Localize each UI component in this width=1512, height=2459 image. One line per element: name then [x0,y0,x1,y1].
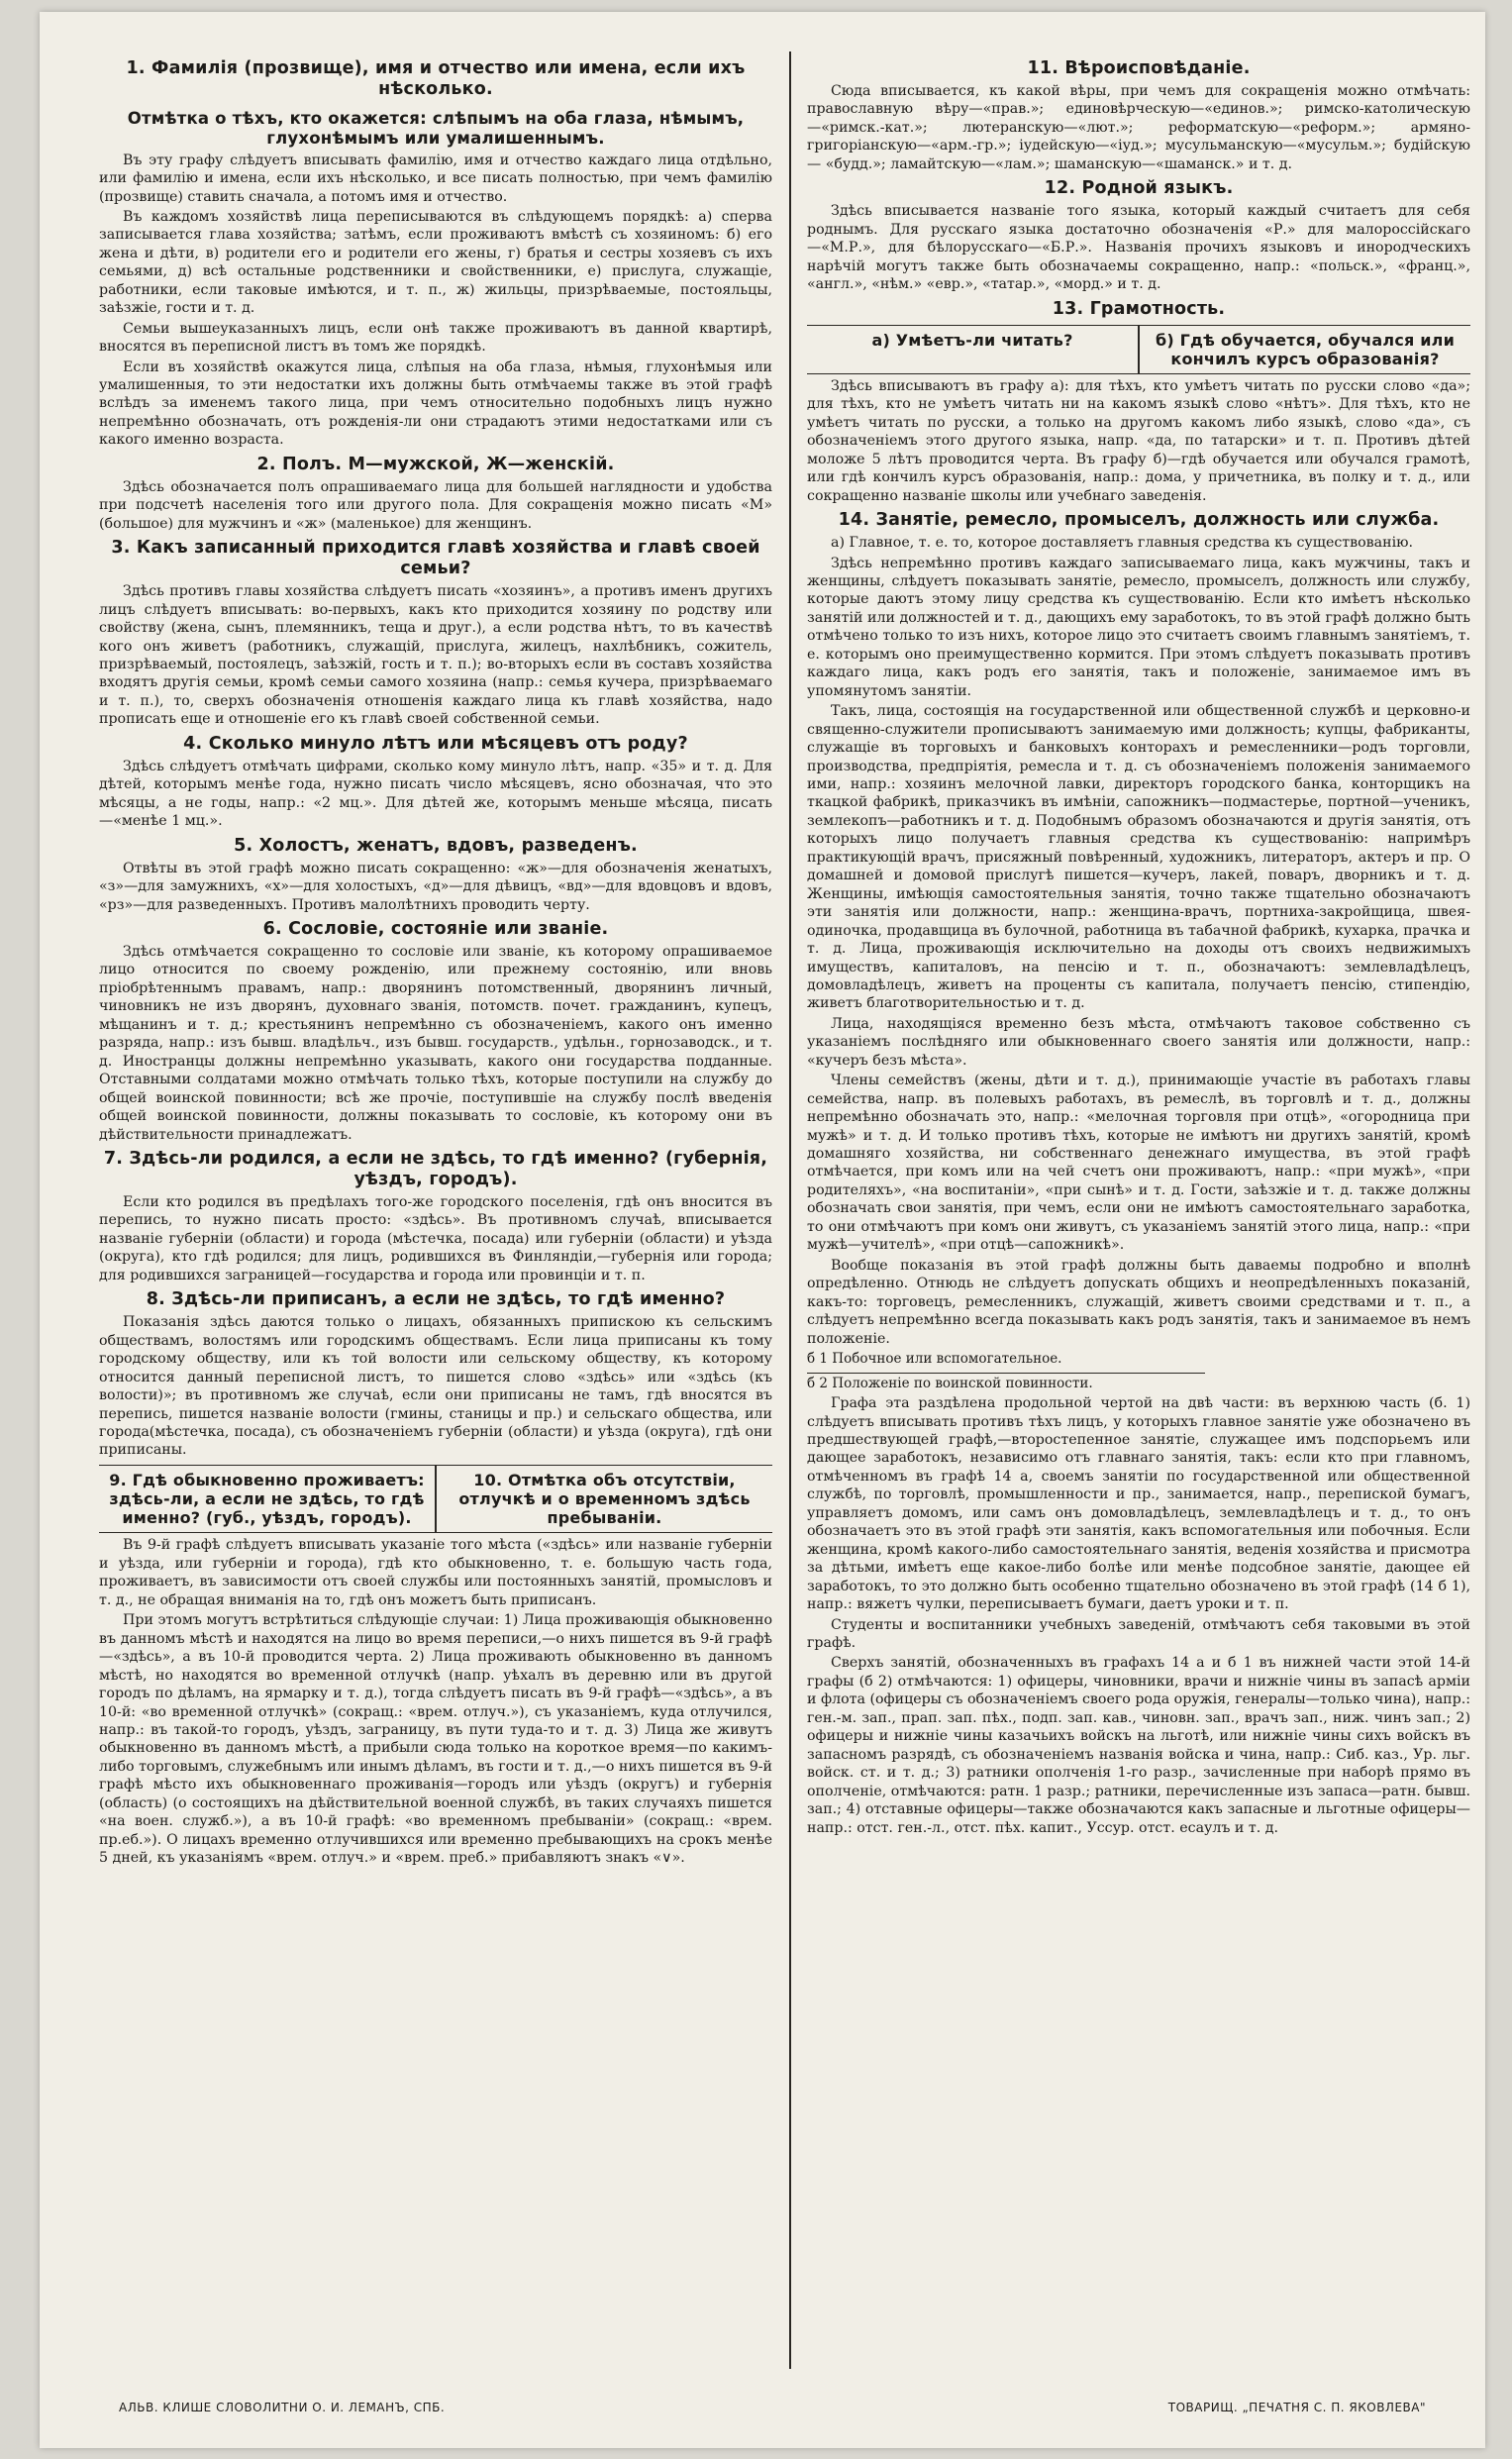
section-9-paragraph-1: Въ 9-й графѣ слѣдуетъ вписывать указаніе того мѣста («здѣсь» или названіе губерніи и уѣзда, или губерніи и города), гдѣ кто обыкновенно, т. е. большую часть года, проживаетъ, въ зависимости отъ своей службы или постоянныхъ занятій, промысловъ и т. д., не обращая вниманія на то, гдѣ онъ можетъ быть приписанъ. [99,1537,772,1608]
section-2-paragraph: Здѣсь обозначается полъ опрашиваемаго лица для большей наглядности и удобства при подсчетѣ населенія того или другого пола. Для сокращенія можно писать «М» (большое) для мужчинъ и «ж» (маленькое) для женщинъ. [99,478,772,532]
section-13-subheaders [807,325,1470,374]
section-1-paragraph-3: Семьи вышеуказанныхъ лицъ, если онѣ также проживаютъ въ данной квартирѣ, вносятся въ переписной листъ въ томъ же порядкѣ. [99,320,772,356]
section-10-cell [435,1466,772,1533]
section-8-title: 8. Здѣсь-ли приписанъ, а если не здѣсь, то гдѣ именно? [146,1289,726,1310]
section-13a-title: а) Умѣетъ-ли читать? [871,330,1073,350]
section-13-title: 13. Грамотность. [1052,298,1226,319]
column-divider [789,51,791,2369]
section-9-title: 9. Гдѣ обыкновенно проживаетъ: здѣсь-ли, а если не здѣсь, то гдѣ именно? (губ., уѣздъ, городъ). [109,1470,425,1528]
right-column [807,53,1470,2369]
section-8-paragraph: Показанія здѣсь даются только о лицахъ, обязанныхъ припискою къ сельскимъ обществамъ, волостямъ или городскимъ обществамъ. Если лица приписаны къ тому городскому обществу, или къ той волости или сельскому обществу, къ которому относится данный переписной листъ, то пишется слово «здѣсь» или «здѣсь (къ волости)»; въ противномъ же случаѣ, если они приписаны не тамъ, гдѣ вносятся въ перепись, пишется названіе волости (гмины, станицы и пр.) и сельскаго общества, или города(мѣстечка, посада), съ обозначеніемъ губерніи (области) и уѣзда (округа), гдѣ они приписаны. [99,1314,772,1459]
section-14-paragraph-5: Вообще показанія въ этой графѣ должны быть даваемы подробно и вполнѣ опредѣленно. Отнюдь не слѣдуетъ допускать общихъ и неопредѣленныхъ показаній, какъ-то: торговецъ, ремесленникъ, служащій, живетъ своими средствами и т. п., а слѣдуетъ непремѣнно всегда показывать какъ родъ занятія, такъ и занимаемое въ немъ положеніе. [807,1257,1470,1347]
section-13a-cell [807,326,1138,373]
section-14-paragraph-2: Такъ, лица, состоящія на государственной или общественной службѣ и церковно-и священно-служители прописываютъ занимаемую ими должность; купцы, фабриканты, служащіе въ торговыхъ и банковыхъ конторахъ и ремесленники—родъ торговли, производства, предпріятія, ремесла и т. д. съ обозначеніемъ положенія занимаемого ими, напр.: хозяинъ мелочной лавки, директоръ городского банка, конторщикъ на ткацкой фабрикѣ, приказчикъ въ имѣніи, сапожникъ—подмастерье, портной—ученикъ, землекопъ—работникъ и т. д. Подобнымъ образомъ обозначаются и другія занятія, отъ которыхъ лицо получаетъ главныя средства къ существованію: напримѣръ практикующій врачъ, присяжный повѣренный, художникъ, литераторъ, актеръ и пр. О домашней и домовой прислугѣ пишется—кучеръ, лакей, поваръ, дворникъ и т. д. Женщины, имѣющія самостоятельныя занятія, точно также тщательно обозначаютъ эти занятія или должности, напр.: женщина-врачъ, портниха-закройщица, швея-одиночка, продавщица въ булочной, работница въ табачной фабрикѣ, кухарка, прачка и т. д. Лица, проживающія исключительно на доходы отъ своихъ недвижимыхъ имуществъ, капиталовъ, на пенсію и т. п., обозначаютъ: землевладѣлецъ, домовладѣлецъ, живетъ на проценты съ капитала, получаетъ пенсію, стипендію, живетъ благотворительностью и т. д. [807,703,1470,1012]
section-6-title: 6. Сословіе, состояніе или званіе. [262,919,609,939]
section-13-paragraph: Здѣсь вписываютъ въ графу а): для тѣхъ, кто умѣетъ читать по русски слово «да»; для тѣхъ, кто не умѣетъ читать ни на какомъ языкѣ слово «нѣтъ». Для тѣхъ, кто не умѣетъ читать по русски, а только на другомъ какомъ либо языкѣ, слово «да», съ обозначеніемъ этого другого языка, напр. «да, по татарски» и т. п. Противъ дѣтей моложе 5 лѣтъ проводится черта. Въ графу б)—гдѣ обучается или обучался грамотѣ, или гдѣ кончилъ курсъ образованія, напр.: дома, у причетника, въ полку и т. д., или сокращенно названіе школы или учебнаго заведенія. [807,377,1470,504]
section-11-title: 11. Вѣроисповѣданіе. [1027,58,1251,78]
section-4-title: 4. Сколько минуло лѣтъ или мѣсяцевъ отъ роду? [183,733,688,754]
section-14-paragraph-1: Здѣсь непремѣнно противъ каждаго записываемаго лица, какъ мужчины, такъ и женщины, слѣдуетъ показывать занятіе, ремесло, промыселъ, должность или службу, которые даютъ этому лицу средства къ существованію. Если кто имѣетъ нѣсколько занятій или должностей и т. д., дающихъ ему заработокъ, то въ этой графѣ должно быть отмѣчено только то изъ нихъ, которое лицо это считаетъ своимъ главнымъ занятіемъ, т. е. которымъ оно преимущественно кормится. При этомъ слѣдуетъ показывать противъ каждаго лица, какъ родъ его занятія, такъ и положеніе, занимаемое имъ въ упомянутомъ занятіи. [807,555,1470,699]
section-9-cell [99,1466,435,1533]
section-3-paragraph: Здѣсь противъ главы хозяйства слѣдуетъ писать «хозяинъ», а противъ именъ другихъ лицъ слѣдуетъ вписывать: во-первыхъ, какъ кто приходится хозяину по родству или свойству (жена, сынъ, племянникъ, теща и друг.), а если родства нѣтъ, то въ качествѣ кого онъ живетъ (работникъ, служащій, прислуга, жилецъ, нахлѣбникъ, сожитель, призрѣваемый, постоялецъ, заѣзжій, гость и т. п.); во-вторыхъ если въ составъ хозяйства входятъ другія семьи, кромѣ семьи самого хозяина (напр.: семья кучера, призрѣваемаго и т. п.), то, сверхъ обозначенія отношенія каждаго лица къ главѣ хозяйства, надо прописать еще и отношеніе его къ главѣ своей собственной семьи. [99,583,772,728]
section-14-paragraph-3: Лица, находящіяся временно безъ мѣста, отмѣчаютъ таковое собственно съ указаніемъ послѣдняго или обыкновеннаго своего занятія или должности, напр.: «кучеръ безъ мѣста». [807,1015,1470,1069]
section-13b-title: б) Гдѣ обучается, обучался или кончилъ курсъ образованія? [1156,330,1455,368]
section-12-title: 12. Родной языкъ. [1044,178,1234,199]
section-10-title: 10. Отмѣтка объ отсутствіи, отлучкѣ и о временномъ здѣсь пребываніи. [458,1470,751,1528]
section-1-title: 1. Фамилія (прозвище), имя и отчество или имена, если ихъ нѣсколько. [126,58,746,99]
footnote-b2: б 2 Положеніе по воинской повинности. [807,1375,1093,1391]
footnote-b1: б 1 Побочное или вспомогательное. [807,1351,1062,1368]
section-5-paragraph: Отвѣты въ этой графѣ можно писать сокращенно: «ж»—для обозначенія женатыхъ, «з»—для замужнихъ, «х»—для холостыхъ, «д»—для дѣвицъ, «вд»—для вдовцовъ и вдовъ, «рз»—для разведенныхъ. Противъ малолѣтнихъ проводить черту. [99,860,772,913]
section-1-paragraph-1: Въ эту графу слѣдуетъ вписывать фамилію, имя и отчество каждаго лица отдѣльно, или фамилію и имена, если ихъ нѣсколько, и все писать полностью, при чемъ фамилію (прозвище) ставить сначала, а потомъ имя и отчество. [99,152,772,205]
section-14-title: 14. Занятіе, ремесло, промыселъ, должность или служба. [838,510,1440,531]
section-13b-cell [1138,326,1470,373]
section-14-paragraph-4: Члены семействъ (жены, дѣти и т. д.), принимающіе участіе въ работахъ главы семейства, напр. въ полевыхъ работахъ, въ ремеслѣ, въ торговлѣ и т. д., должны непремѣнно обозначать это, напр.: «мелочная торговля при отцѣ», «огородница при мужѣ» и т. д. И только противъ тѣхъ, которые не имѣютъ ни другихъ занятій, кромѣ домашняго хозяйства, ни собственнаго денежнаго имущества, въ этой графѣ отмѣчается, при комъ или на чей счетъ они проживаютъ, напр.: «при мужѣ», «при родителяхъ», «на воспитаніи», «при сынѣ» и т. д. Гости, заѣзжіе и т. д. также должны обозначать свои занятія, при чемъ, если они не имѣютъ самостоятельнаго заработка, то они отмѣчаютъ при комъ они живутъ, съ указаніемъ занятій этого лица, напр.: «при мужѣ—учителѣ», «при отцѣ—сапожникѣ». [807,1073,1470,1254]
census-instruction-sheet [40,12,1485,2448]
section-14-paragraph-6: Графа эта раздѣлена продольной чертой на двѣ части: въ верхнюю часть (б. 1) слѣдуетъ вписывать противъ тѣхъ лицъ, у которыхъ главное занятіе уже обозначено въ предшествующей графѣ,—второстепенное занятіе, служащее имъ подспорьемъ или дающее заработокъ, независимо отъ главнаго занятія, такъ: если кто при главномъ, отмѣченномъ въ графѣ 14 а, своемъ занятіи по государственной или общественной службѣ, по торговлѣ, промышленности и пр., занимается, напр., перепиской бумагъ, управляетъ домомъ, или самъ онъ домовладѣлецъ, землевладѣлецъ и т. д., то онъ обозначаетъ это въ этой графѣ эти занятія, какъ вспомогательныя или побочныя. Если женщина, кромѣ какого-либо самостоятельнаго занятія, веденія хозяйства и присмотра за дѣтьми, имѣетъ еще какое-либо болѣе или менѣе подсобное занятіе, дающее ей заработокъ, то это должно быть особенно тщательно обозначено въ этой графѣ (14 б 1), напр.: вяжетъ чулки, переписываетъ бумаги, даетъ уроки и т. п. [807,1395,1470,1613]
section-14-paragraph-7: Студенты и воспитанники учебныхъ заведеній, отмѣчаютъ себя таковыми въ этой графѣ. [807,1616,1470,1651]
printer-credit-right: ТОВАРИЩ. „ПЕЧАТНЯ С. П. ЯКОВЛЕВА" [1167,2401,1426,2414]
section-14b-notes [807,1351,1470,1392]
section-9-paragraph-2: При этомъ могутъ встрѣтиться слѣдующіе случаи: 1) Лица проживающія обыкновенно въ данномъ мѣстѣ и находятся на лицо во время переписи,—о нихъ пишется въ 9-й графѣ—«здѣсь», а въ 10-й проводится черта. 2) Лица проживають обыкновенно въ данномъ мѣстѣ, но находятся во временной отлучкѣ (напр. уѣхалъ въ деревню или въ другой городъ по дѣламъ, на ярмарку и т. д.), тогда слѣдуетъ писать въ 9-й графѣ—«здѣсь», а въ 10-й: «во временной отлучкѣ» (сокращ.: «врем. отлуч.»), съ указаніемъ, куда отлучился, напр.: въ такой-то городъ, уѣздъ, заграницу, въ пути туда-то и т. д. 3) Лица же живутъ обыкновенно въ данномъ мѣстѣ, а прибыли сюда только на короткое время—по какимъ-либо торговымъ, служебнымъ или инымъ дѣламъ, въ гости и т. д.,—о нихъ пишется въ 9-й графѣ мѣсто ихъ обыкновеннаго проживанія—городъ или уѣздъ (округъ) и губернія (область) (о состоящихъ на дѣйствительной военной службѣ, въ таких случаяхъ пишется «на воен. служб.»), а въ 10-й графѣ: «во временномъ пребываніи» (сокращ.: «врем. пр.еб.»). О лицахъ временно отлучившихся или временно пребывающихъ на срокъ менѣе 5 дней, къ указаніямъ «врем. отлуч.» и «врем. преб.» прибавляютъ знакъ «∨». [99,1612,772,1867]
section-6-paragraph: Здѣсь отмѣчается сокращенно то сословіе или званіе, къ которому опрашиваемое лицо относится по своему рожденію, или прежнему состоянію, или вновь пріобрѣтеннымъ правамъ, напр.: дворянинъ потомственный, дворянинъ личный, чиновникъ не изъ дворянъ, духовнаго званія, потомств. почет. гражданинъ, купецъ, мѣщанинъ и т. д.; крестьянинъ непремѣнно съ обозначеніемъ, какого онъ именно разряда, напр.: изъ бывш. владѣльч., изъ бывш. государств., удѣльн., горнозаводск., и т. д. Иностранцы должны непремѣнно указывать, какого они государства подданные. Отставными солдатами можно отмѣчать только тѣхъ, которые поступили на службу до общей воинской повинности; всѣ же прочіе, поступившіе на службу послѣ введенія общей воинской повинности, должны показывать то сословіе, къ которому они въ дѣйствительности принадлежатъ. [99,944,772,1143]
section-5-title: 5. Холостъ, женатъ, вдовъ, разведенъ. [234,835,638,856]
sections-9-10-header [99,1465,772,1534]
section-7-title: 7. Здѣсь-ли родился, а если не здѣсь, то гдѣ именно? (губернія, уѣздъ, городъ). [103,1148,768,1189]
section-4-paragraph: Здѣсь слѣдуетъ отмѣчать цифрами, сколько кому минуло лѣтъ, напр. «35» и т. д. Для дѣтей, которымъ менѣе года, нужно писать число мѣсяцевъ, ясно обозначая, что это мѣсяцы, а не годы, напр.: «2 мц.». Для дѣтей же, которымъ меньше мѣсяца, писать—«менѣе 1 мц.». [99,758,772,830]
section-1-paragraph-2: Въ каждомъ хозяйствѣ лица переписываются въ слѣдующемъ порядкѣ: а) сперва записывается глава хозяйства; затѣмъ, если проживаютъ вмѣстѣ съ хозяиномъ: б) его жена и дѣти, в) родители его и родители его жены, г) братья и сестры хозяевъ съ ихъ семьями, д) всѣ остальные родственники и свойственники, е) прислуга, служащіе, работники, если таковые имѣются, и т. п., ж) жильцы, призрѣваемые, постояльцы, заѣзжіе, гости и т. д. [99,208,772,317]
section-12-paragraph: Здѣсь вписывается названіе того языка, который каждый считаетъ для себя роднымъ. Для русскаго языка достаточно обозначенія «Р.» для малороссійскаго—«М.Р.», для бѣлорусскаго—«Б.Р.». Названія прочихъ языковъ и инородческихъ нарѣчій могутъ также быть обозначаемы сокращенно, напр.: «польск.», «франц.», «англ.», «нѣм.» «евр.», «татар.», «морд.» и т. д. [807,203,1470,293]
section-1-subtitle: Отмѣтка о тѣхъ, кто окажется: слѣпымъ на оба глаза, нѣмымъ, глухонѣмымъ или умалишеннымъ. [127,109,745,148]
section-3-title: 3. Какъ записанный приходится главѣ хозяйства и главѣ своей семьи? [111,538,760,579]
printer-credit-left: АЛЬВ. КЛИШЕ СЛОВОЛИТНИ О. И. ЛЕМАНЪ, СПБ. [119,2401,446,2414]
section-11-paragraph: Сюда вписывается, къ какой вѣры, при чемъ для сокращенія можно отмѣчать: православную вѣру—«прав.»; единовѣрческую—«единов.»; римско-католическую—«римск.-кат.»; лютеранскую—«лют.»; реформатскую—«реформ.»; армяно-григоріанскую—«арм.-гр.»; іудейскую—«іуд.»; мусульманскую—«мусульм.»; будійскую — «будд.»; ламайтскую—«лам.»; шаманскую—«шаманск.» и т. д. [807,83,1470,172]
section-1-paragraph-4: Если въ хозяйствѣ окажутся лица, слѣпыя на оба глаза, нѣмыя, глухонѣмыя или умалишенныя, то эти недостатки ихъ должны быть отмѣчаемы также въ этой графѣ вслѣдъ за именемъ такого лица, при чемъ относительно подобныхъ лицъ нужно непремѣнно обозначать, отъ рожденія-ли они страдаютъ этими недостатками или съ какого именно возраста. [99,359,772,449]
section-7-paragraph: Если кто родился въ предѣлахъ того-же городского поселенія, гдѣ онъ вносится въ перепись, то нужно писать просто: «здѣсь». Въ противномъ случаѣ, вписывается названіе губерніи (области) и города (мѣстечка, посада) или губерніи (области) и уѣзда (округа), кто гдѣ родился; для лицъ, родившихся въ Финляндіи,—губернія или города; для родившихся заграницей—государства и города или провинціи и т. п. [99,1193,772,1283]
left-column [99,53,772,2369]
footnote-rule [807,1373,1205,1374]
section-14-paragraph-8: Сверхъ занятій, обозначенныхъ въ графахъ 14 а и б 1 въ нижней части этой 14-й графы (б 2) отмѣчаются: 1) офицеры, чиновники, врачи и нижніе чины въ запасѣ арміи и флота (офицеры съ обозначеніемъ своего рода оружія, генералы—только чина), напр.: ген.-м. зап., прап. зап. пѣх., подп. зап. кав., чиновн. зап., врачъ зап., ниж. чинъ зап.; 2) офицеры и нижніе чины казачьихъ войскъ на льготѣ, или нижніе чины сихъ войскъ въ запасномъ разрядѣ, съ обозначеніемъ названія войска и чина, напр.: Сиб. каз., Ур. льг. войск. ст. и т. д.; 3) ратники ополченія 1-го разр., зачисленные при наборѣ прямо въ ополченіе, отмѣчаются: ратн. 1 разр.; ратники, перечисленные изъ запаса—ратн. бывш. зап.; 4) отставные офицеры—также обозначаются какъ запасные и льготные офицеры—напр.: отст. ген.-л., отст. пѣх. капит., Уссур. отст. есаулъ и т. д. [807,1655,1470,1836]
section-2-title: 2. Полъ. М—мужской, Ж—женскій. [256,454,615,474]
section-14a-heading: а) Главное, т. е. то, которое доставляетъ главныя средства къ существованію. [831,535,1413,552]
